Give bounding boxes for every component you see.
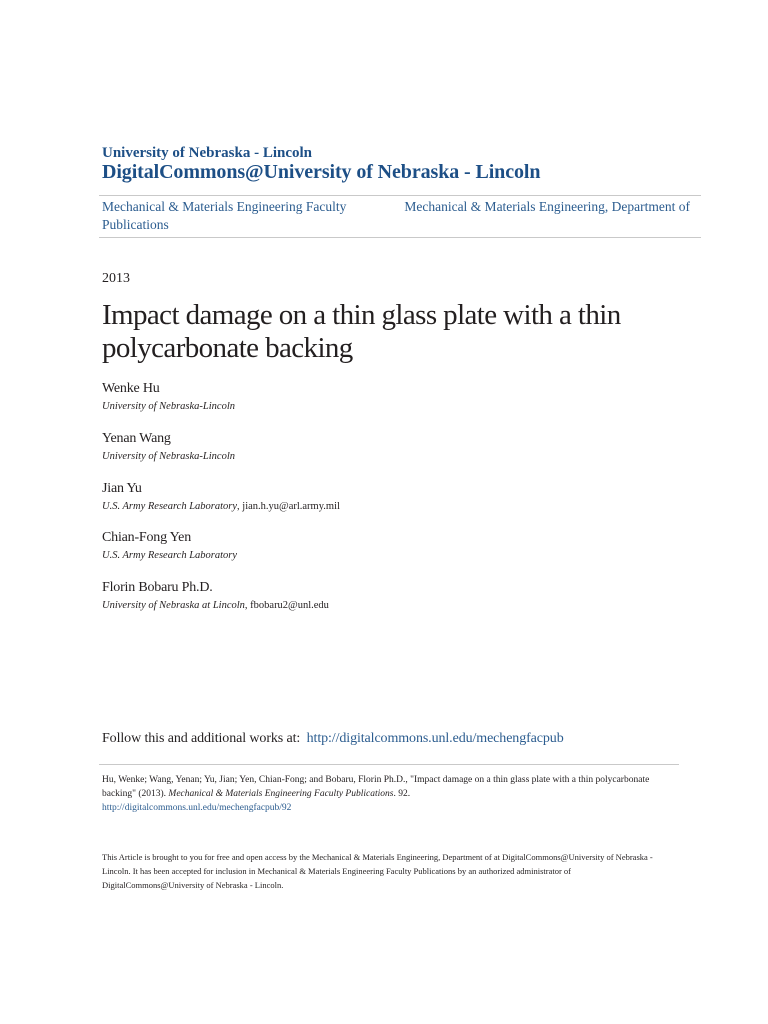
author-name: Wenke Hu [102,381,160,396]
citation-journal: Mechanical & Materials Engineering Faculty Publications [168,789,394,799]
follow-line [102,731,564,747]
top-divider [99,195,701,196]
department-link[interactable]: Mechanical & Materials Engineering, Department of [404,199,690,214]
citation-block [102,773,662,815]
affiliation-text: University of Nebraska at Lincoln [102,600,245,611]
author-email: , fbobaru2@unl.edu [244,600,329,611]
author-name: Chian-Fong Yen [102,530,191,545]
follow-link[interactable]: http://digitalcommons.unl.edu/mechengfacpub [306,731,564,746]
affiliation-text: U.S. Army Research Laboratory [102,550,238,561]
article-title: Impact damage on a thin glass plate with a thin polycarbonate backing [102,299,621,364]
access-notice: This Article is brought to you for free and open access by the Mechanical & Materials Engineering, Department of at DigitalCommons@University of Nebraska - Lincoln. It has been accepted for inclusion in Mechanical & Materials Engineering Faculty Publications by an authorized administrator of DigitalCommons@University of Nebraska - Lincoln. [102,852,653,890]
institution-link[interactable]: University of Nebraska - Lincoln [102,145,312,161]
author-affiliation [102,400,662,414]
citation-link[interactable]: http://digitalcommons.unl.edu/mechengfacpub/92 [102,803,292,813]
author-email: , jian.h.yu@arl.army.mil [237,501,340,512]
affiliation-text: University of Nebraska-Lincoln [102,401,235,412]
author-affiliation [102,599,662,613]
nav-divider [99,237,701,238]
author-name: Yenan Wang [102,431,171,446]
author-block [102,480,662,514]
affiliation-text: U.S. Army Research Laboratory [102,501,238,512]
follow-text: Follow this and additional works at: [102,731,301,746]
repository-link[interactable]: DigitalCommons@University of Nebraska - Lincoln [102,161,541,183]
author-name: Florin Bobaru Ph.D. [102,580,213,595]
author-affiliation [102,549,662,563]
author-name: Jian Yu [102,481,142,496]
collection-link[interactable]: Mechanical & Materials Engineering Faculty Publications [102,199,347,232]
citation-suffix: . 92. [393,789,411,799]
author-affiliation [102,500,662,514]
author-block [102,529,662,563]
citation-divider [99,764,679,765]
author-block [102,579,662,613]
author-block [102,380,662,414]
author-affiliation [102,450,662,464]
citation-text: Hu, Wenke; Wang, Yenan; Yu, Jian; Yen, Chian-Fong; and Bobaru, Florin Ph.D., "Impact damage on a thin glass plate with a thin polycarbonate backing" (2013). [102,775,650,799]
publication-year: 2013 [102,271,130,286]
author-block [102,430,662,464]
affiliation-text: University of Nebraska-Lincoln [102,451,235,462]
